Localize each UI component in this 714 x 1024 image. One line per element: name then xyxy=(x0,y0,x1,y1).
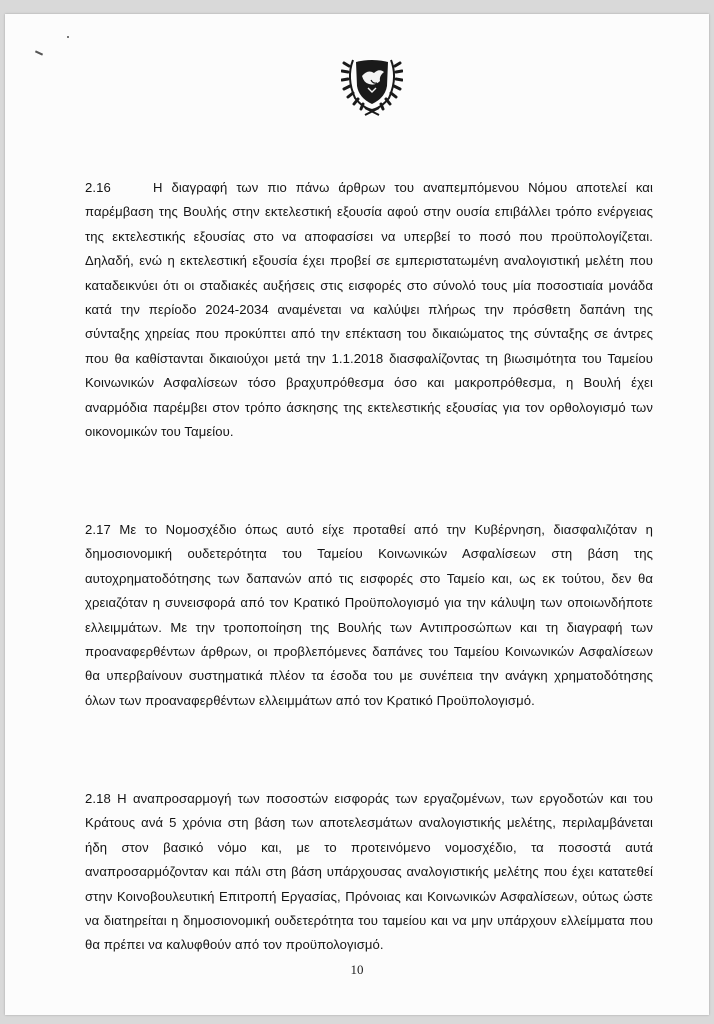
paragraph-number: 2.16 xyxy=(85,180,111,195)
paragraph-text: Με το Νομοσχέδιο όπως αυτό είχε προταθεί από την Κυβέρνηση, διασφαλιζόταν η δημοσιονομική ουδετερότητα του Ταμείου Κοινωνικών Ασφαλίσεων στη βάση της αυτοχρηματοδότησης των δαπανών από τις εισφορές στο Ταμείο και, ως εκ τούτου, δεν θα χρειαζόταν η συνεισφορά από τον Κρατικό Προϋπολογισμό για την κάλυψη των οποιωνδήποτε ελλειμμάτων. Με την τροποποίηση της Βουλής των Αντιπροσώπων και τη διαγραφή των προαναφερθέντων άρθρων, οι προβλεπόμενες δαπάνες του Ταμείου Κοινωνικών Ασφαλίσεων θα υπερβαίνουν συστηματικά πλέον τα έσοδα του με συνέπεια την ανάγκη χρηματοδότησης όλων των προαναφερθέντων ελλειμμάτων από τον Κρατικό Προϋπολογισμό. xyxy=(85,522,653,708)
scan-speck xyxy=(67,36,69,38)
scan-speck xyxy=(35,50,43,55)
paragraph-number: 2.17 xyxy=(85,522,111,537)
paragraph-text: Η διαγραφή των πιο πάνω άρθρων του αναπεμπόμενου Νόμου αποτελεί και παρέμβαση της Βουλής στην εκτελεστική εξουσία αφού στην ουσία επιβάλλει τρόπο ενέργειας της εκτελεστικής εξουσίας στο να αποφασίσει να υπερβεί το ποσό που προϋπολογίζεται. Δηλαδή, ενώ η εκτελεστική εξουσία έχει προβεί σε εμπεριστατωμένη αναλογιστική μελέτη που καταδεικνύει ότι οι σταδιακές αυξήσεις στις εισφορές στο σύνολό τους μία ποσοστιαία μονάδα κατά την περίοδο 2024-2034 αναμένεται να καλύψει πλήρως την πρόσθετη δαπάνη της σύνταξης χηρείας που προκύπτει από την επέκταση του δικαιώματος της σύνταξης σε άντρες που θα καθίστανται δικαιούχοι μετά την 1.1.2018 διασφαλίζοντας τη βιωσιμότητα του Ταμείου Κοινωνικών Ασφαλίσεων τόσο βραχυπρόθεσμα όσο και μακροπρόθεσμα, η Βουλή έχει αναρμόδια παρέμβει στον τρόπο άσκησης της εκτελεστικής εξουσίας για τον ορθολογισμό των οικονομικών του Ταμείου. xyxy=(85,180,653,440)
paragraph-2-16 xyxy=(85,176,653,444)
paragraph-number: 2.18 xyxy=(85,791,111,806)
paragraph-2-17 xyxy=(85,518,653,713)
paragraph-text: Η αναπροσαρμογή των ποσοστών εισφοράς των εργαζομένων, των εργοδοτών και του Κράτους ανά 5 χρόνια στη βάση των αποτελεσμάτων αναλογιστικής μελέτης, περιλαμβάνεται ήδη στον βασικό νόμο και, με το προτεινόμενο νομοσχέδιο, τα ποσοστά αυτά αναπροσαρμόζονταν και πάλι στη βάση υπάρχουσας αναλογιστικής μελέτης που έχει κατατεθεί στην Κοινοβουλευτική Επιτροπή Εργασίας, Πρόνοιας και Κοινωνικών Ασφαλίσεων, ούτως ώστε να διατηρείται η δημοσιονομική ουδετερότητα του ταμείου και να μην υπάρχουν ελλείμματα που θα πρέπει να καλυφθούν από τον προϋπολογισμό. xyxy=(85,791,653,953)
page-number: 10 xyxy=(350,962,364,977)
document-page xyxy=(5,14,709,1015)
cyprus-coat-of-arms-icon xyxy=(341,50,403,116)
paragraph-2-18 xyxy=(85,787,653,958)
